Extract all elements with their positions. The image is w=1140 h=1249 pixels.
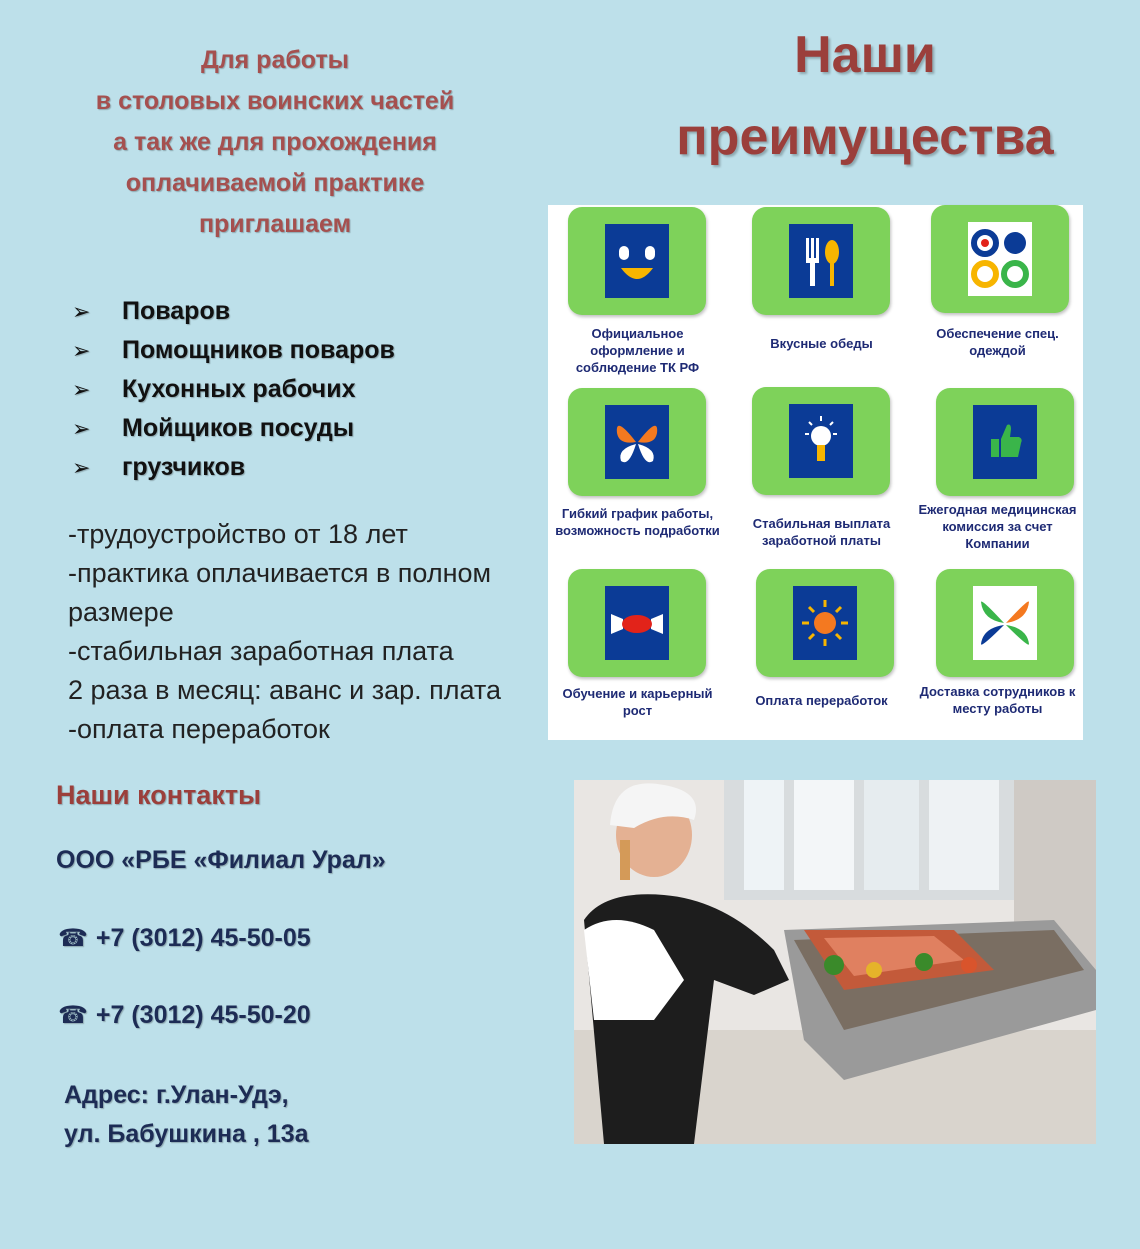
arrow-bullet-icon: ➢ <box>72 298 91 324</box>
advantages-title <box>620 14 1110 178</box>
advantage-label: Оплата переработок <box>755 693 888 708</box>
advantages-panel <box>548 205 1083 740</box>
advantage-tile <box>568 388 706 496</box>
advantage-label: Доставка сотрудников к месту работы <box>919 684 1076 716</box>
arrow-bullet-icon: ➢ <box>72 454 91 480</box>
phone-line[interactable] <box>58 924 311 953</box>
thumbs-up-icon <box>973 405 1037 479</box>
address-line: Адрес: г.Улан-Удэ, <box>64 1081 289 1109</box>
smile-face-icon <box>605 224 669 298</box>
address-line: ул. Бабушкина , 13а <box>64 1120 309 1148</box>
intro-line: приглашаем <box>198 210 352 238</box>
advantage-tile <box>752 387 890 495</box>
phone-icon: ☎ <box>58 1002 88 1029</box>
advantage-tile <box>936 388 1074 496</box>
advantages-title-line: Наши <box>794 26 936 84</box>
position-label: Кухонных рабочих <box>122 375 356 403</box>
advantage-tile <box>936 569 1074 677</box>
position-label: Поваров <box>122 297 231 325</box>
advantage-label: Стабильная выплата заработной платы <box>752 516 891 548</box>
positions-list <box>72 292 395 487</box>
position-label: Помощников поваров <box>122 336 395 364</box>
phone-number[interactable]: +7 (3012) 45-50-20 <box>95 1001 311 1029</box>
intro-line: а так же для прохождения <box>113 128 437 156</box>
position-item <box>72 370 395 409</box>
cook-photo <box>574 780 1096 1144</box>
condition-line: -трудоустройство от 18 лет <box>68 519 408 549</box>
advantage-tile <box>931 205 1069 313</box>
position-item <box>72 331 395 370</box>
advantage-label: Вкусные обеды <box>770 336 873 351</box>
contacts-title: Наши контакты <box>56 780 262 810</box>
advantage-label: Обучение и карьерный рост <box>562 686 713 718</box>
sun-icon <box>793 586 857 660</box>
intro-line: оплачиваемой практике <box>125 169 425 197</box>
intro-line: Для работы <box>200 46 350 74</box>
leaves-icon <box>973 586 1037 660</box>
intro-text <box>40 40 510 245</box>
rings-icon <box>968 222 1032 296</box>
advantage-label: Гибкий график работы, возможность подработки <box>555 506 720 538</box>
arrow-bullet-icon: ➢ <box>72 376 91 402</box>
phone-number[interactable]: +7 (3012) 45-50-05 <box>95 924 311 952</box>
advantage-label: Обеспечение спец. одеждой <box>936 326 1059 358</box>
condition-line: -практика оплачивается в полном <box>68 558 492 588</box>
intro-line: в столовых воинских частей <box>95 87 455 115</box>
condition-line: -оплата переработок <box>68 714 330 744</box>
arrow-bullet-icon: ➢ <box>72 415 91 441</box>
advantage-tile <box>756 569 894 677</box>
advantage-label: Ежегодная медицинская комиссия за счет Компании <box>918 502 1077 551</box>
conditions-block <box>68 515 548 749</box>
position-item <box>72 448 395 487</box>
butterfly-icon <box>605 405 669 479</box>
position-label: Мойщиков посуды <box>122 414 355 442</box>
phone-icon: ☎ <box>58 925 88 952</box>
company-name: ООО «РБЕ «Филиал Урал» <box>56 846 386 874</box>
arrow-bullet-icon: ➢ <box>72 337 91 363</box>
lightbulb-icon <box>789 404 853 478</box>
fork-spoon-icon <box>789 224 853 298</box>
advantage-tile <box>568 569 706 677</box>
advantage-tile <box>568 207 706 315</box>
position-item <box>72 292 395 331</box>
position-label: грузчиков <box>122 453 246 481</box>
candy-icon <box>605 586 669 660</box>
advantages-title-line: преимущества <box>676 108 1054 166</box>
condition-line: -стабильная заработная плата <box>68 636 454 666</box>
advantage-tile <box>752 207 890 315</box>
advantage-label: Официальное оформление и соблюдение ТК РФ <box>575 326 700 375</box>
phone-line[interactable] <box>58 1001 311 1030</box>
condition-line: размере <box>68 597 174 627</box>
position-item <box>72 409 395 448</box>
condition-line: 2 раза в месяц: аванс и зар. плата <box>68 675 502 705</box>
